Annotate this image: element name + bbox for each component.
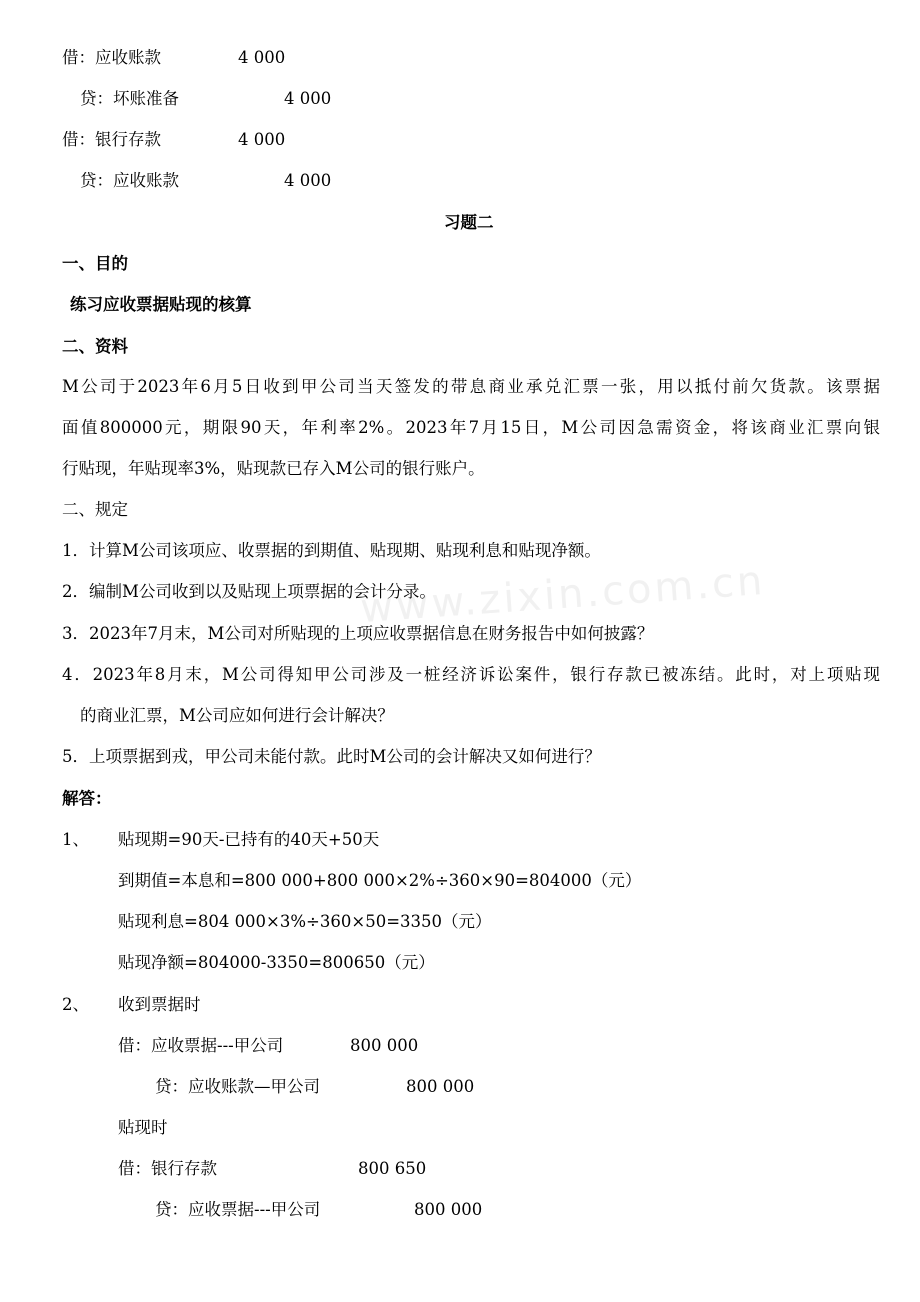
answer-number: 2、	[62, 995, 89, 1014]
entry-amount: 4 000	[238, 48, 286, 67]
entry-amount: 4 000	[284, 171, 332, 190]
material-paragraph-line: 面值800000元，期限90天，年利率2%。2023年7月15日，M公司因急需资金，将该商业汇票向银	[62, 418, 880, 437]
entry-amount: 800 650	[358, 1159, 427, 1178]
section-heading-rules: 二、规定	[62, 500, 128, 519]
material-paragraph-line: 行贴现，年贴现率3%，贴现款已存入M公司的银行账户。	[62, 459, 485, 478]
entry-amount: 800 000	[414, 1200, 483, 1219]
rule-item: 3．2023年7月末，M公司对所贴现的上项应收票据信息在财务报告中如何披露？	[62, 624, 654, 643]
rule-item: 2．编制M公司收到以及贴现上项票据的会计分录。	[62, 582, 436, 601]
entry-amount: 4 000	[284, 89, 332, 108]
answer-heading: 解答：	[62, 789, 112, 808]
entry-amount: 800 000	[350, 1036, 419, 1055]
entry-label: 借：应收票据---甲公司	[118, 1036, 284, 1055]
rule-item: 1．计算M公司该项应、收票据的到期值、贴现期、贴现利息和贴现净额。	[62, 541, 601, 560]
entry-label: 贷：应收账款—甲公司	[155, 1077, 320, 1096]
answer-line: 贴现期=90天-已持有的40天+50天	[118, 830, 380, 849]
section-heading-material: 二、资料	[62, 337, 128, 356]
answer-number: 1、	[62, 830, 89, 849]
entry-label: 贷：坏账准备	[80, 89, 179, 108]
answer-subtitle: 贴现时	[118, 1118, 168, 1137]
rule-item: 5．上项票据到戎，甲公司未能付款。此时M公司的会计解决又如何进行？	[62, 747, 601, 766]
entry-amount: 800 000	[406, 1077, 475, 1096]
material-paragraph-line: M公司于2023年6月5日收到甲公司当天签发的带息商业承兑汇票一张，用以抵付前欠货款。该票据	[62, 377, 880, 396]
entry-label: 贷：应收账款	[80, 171, 179, 190]
rule-item: 4．2023年8月末，M公司得知甲公司涉及一桩经济诉讼案件，银行存款已被冻结。此时，对上项贴现	[62, 665, 880, 684]
entry-label: 贷：应收票据---甲公司	[155, 1200, 321, 1219]
entry-label: 借：应收账款	[62, 48, 161, 67]
entry-amount: 4 000	[238, 130, 286, 149]
entry-label: 借：银行存款	[62, 130, 161, 149]
answer-subtitle: 收到票据时	[118, 995, 201, 1014]
answer-line: 到期值=本息和=800 000+800 000×2%÷360×90=804000（元）	[118, 871, 642, 890]
purpose-text: 练习应收票据贴现的核算	[70, 295, 252, 314]
rule-item-continued: 的商业汇票，M公司应如何进行会计解决？	[80, 706, 394, 725]
watermark: www.zixin.com.cn	[358, 557, 767, 633]
answer-line: 贴现净额=804000-3350=800650（元）	[118, 953, 435, 972]
answer-line: 贴现利息=804 000×3%÷360×50=3350（元）	[118, 912, 492, 931]
exercise-title: 习题二	[444, 213, 494, 232]
section-heading-purpose: 一、目的	[62, 254, 128, 273]
entry-label: 借：银行存款	[118, 1159, 217, 1178]
